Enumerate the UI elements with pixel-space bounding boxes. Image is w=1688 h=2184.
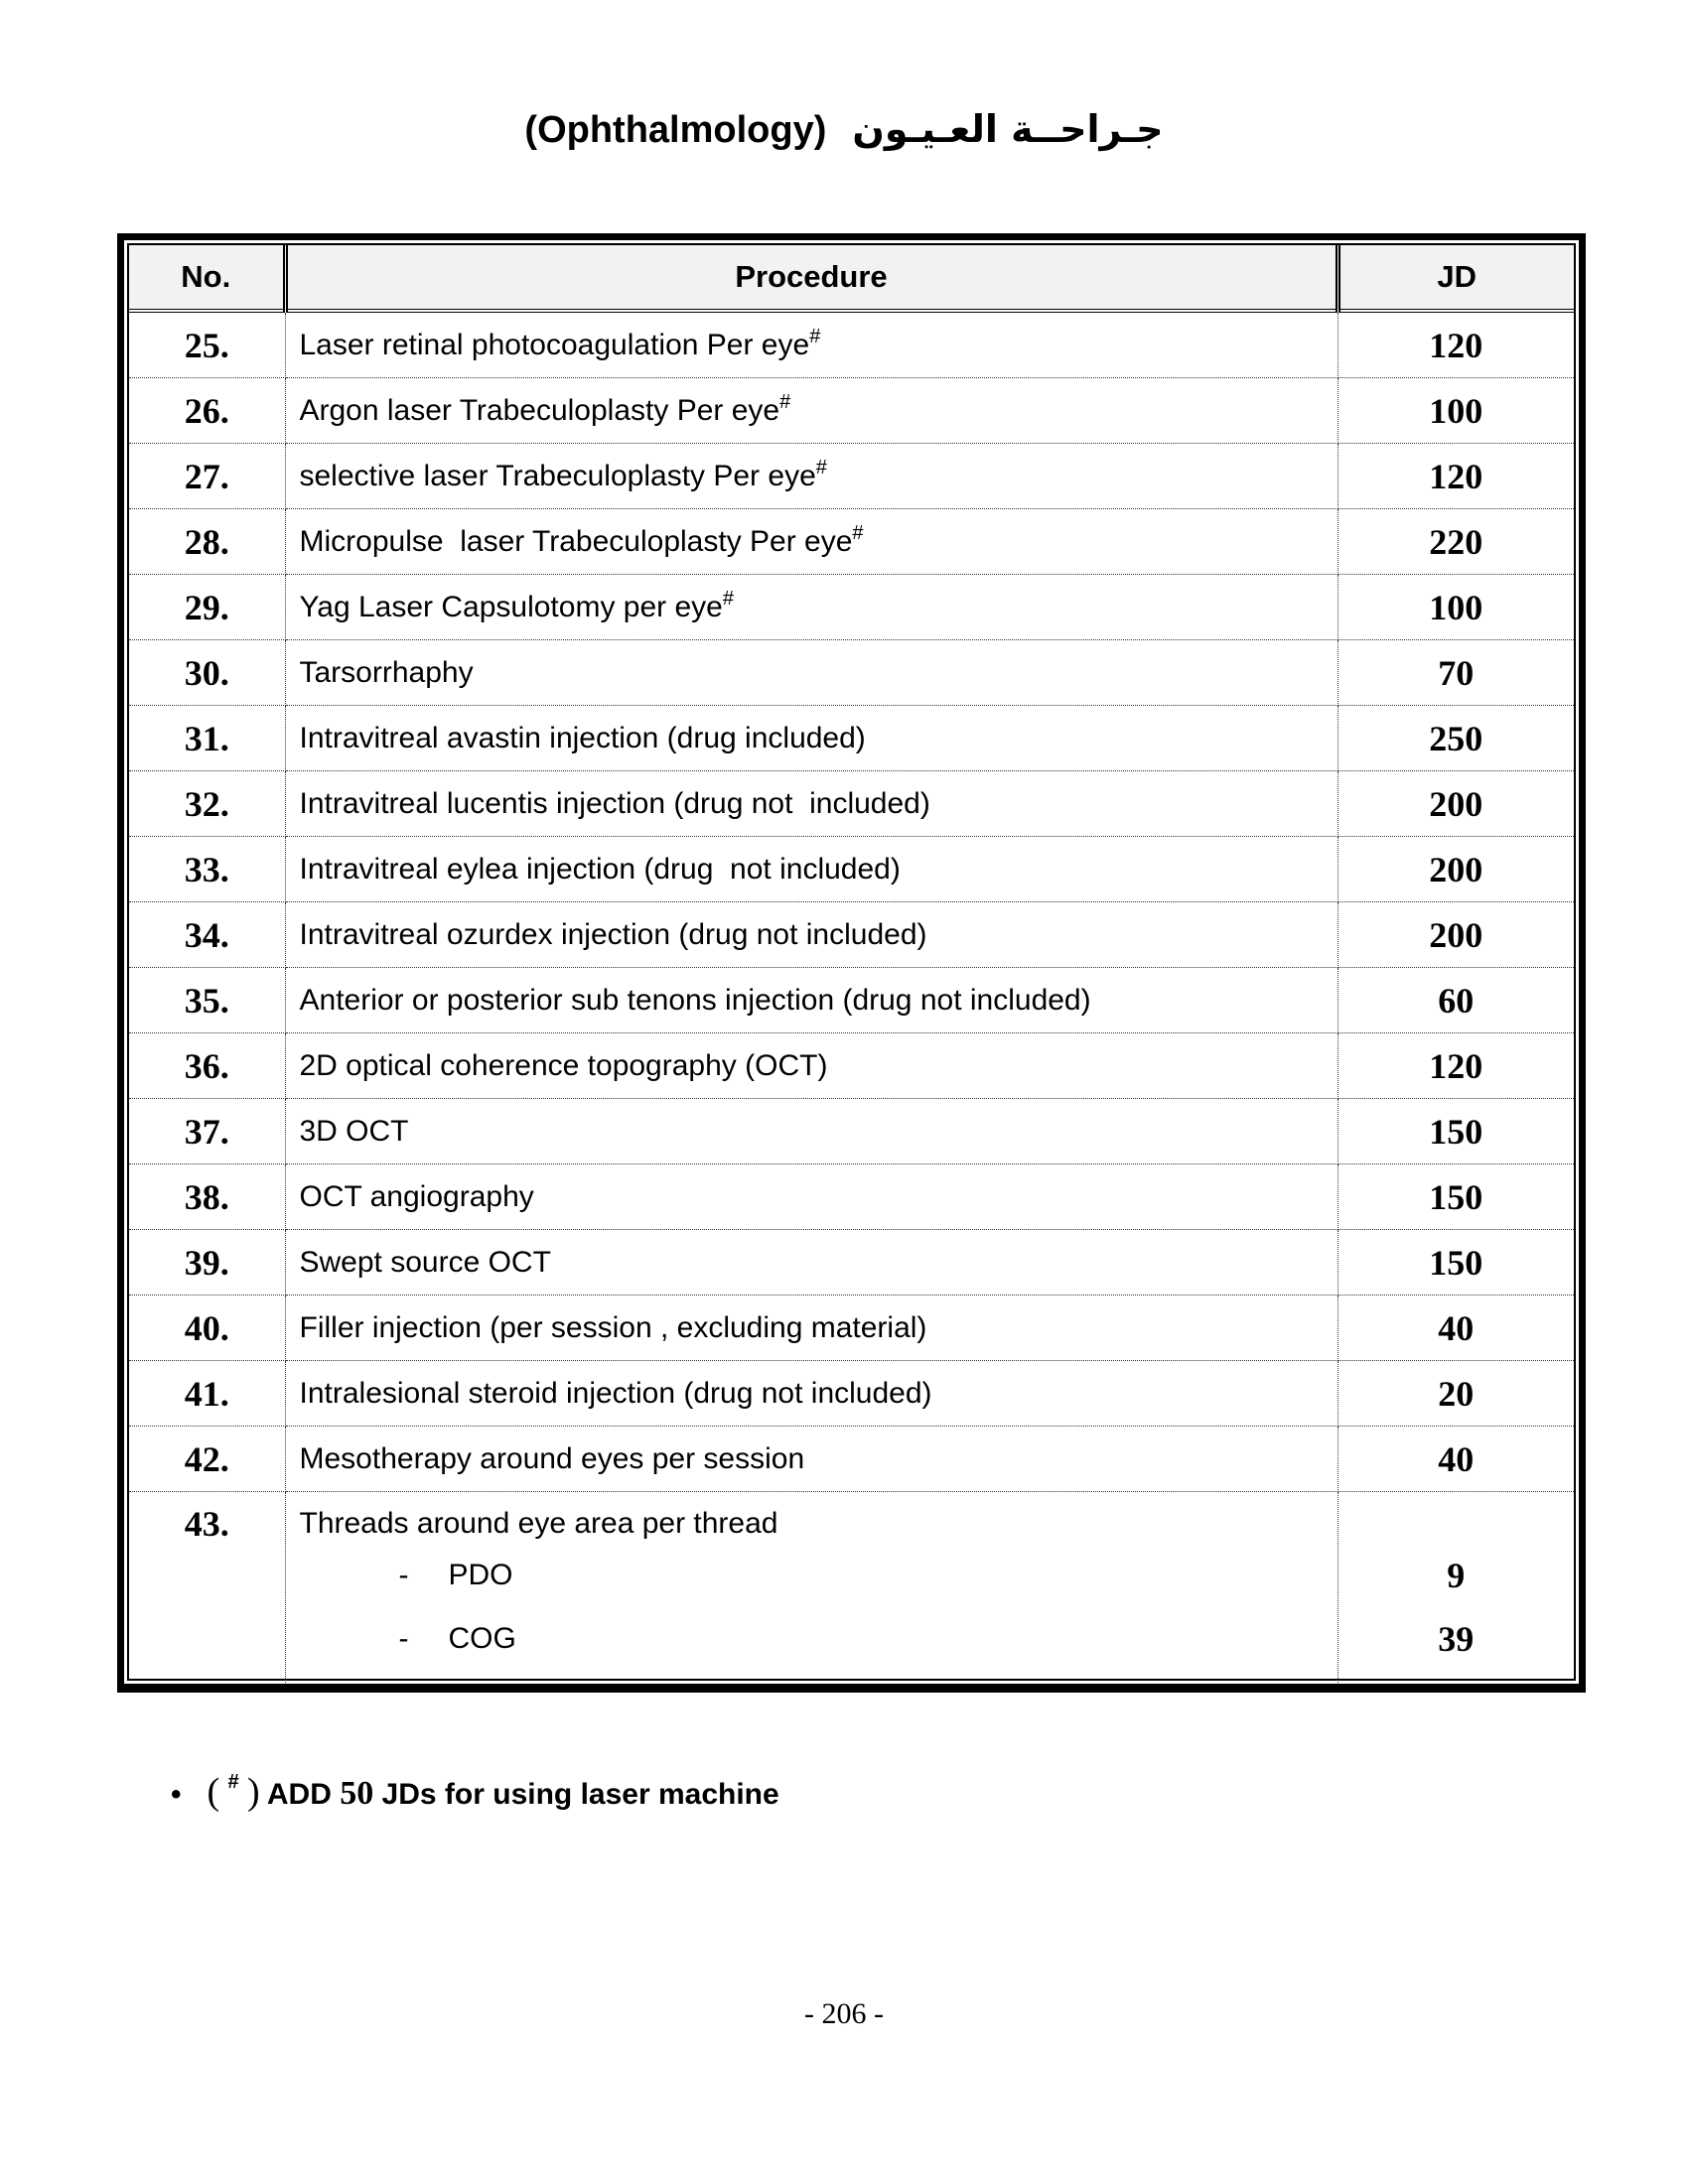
footnote-close-paren: ) <box>246 1771 260 1813</box>
row-number: 40. <box>129 1296 285 1361</box>
row-procedure <box>285 575 1337 640</box>
table-row <box>129 706 1574 771</box>
procedure-text: Micropulse laser Trabeculoplasty Per eye <box>299 524 853 558</box>
row-price: 120 <box>1337 1033 1574 1099</box>
procedure-text: Laser retinal photocoagulation Per eye <box>299 328 810 361</box>
row-number: 29. <box>129 575 285 640</box>
row-procedure <box>285 968 1337 1033</box>
table-row <box>129 640 1574 706</box>
row-price: 200 <box>1337 837 1574 902</box>
row-procedure <box>285 1296 1337 1361</box>
row-price: 40 <box>1337 1427 1574 1492</box>
row-number: 42. <box>129 1427 285 1492</box>
laser-marker: # <box>852 521 864 544</box>
row-price: 150 <box>1337 1099 1574 1164</box>
row-procedure <box>285 1033 1337 1099</box>
table-row-threads <box>129 1492 1574 1684</box>
footnote-open-paren: ( <box>207 1771 220 1813</box>
laser-marker: # <box>779 390 791 413</box>
title-english: (Ophthalmology) <box>524 109 827 151</box>
thread-type-label: COG <box>448 1622 516 1655</box>
row-price: 100 <box>1337 378 1574 444</box>
procedure-text: Argon laser Trabeculoplasty Per eye <box>299 393 780 427</box>
procedure-text: selective laser Trabeculoplasty Per eye <box>299 459 816 492</box>
row-procedure <box>285 444 1337 509</box>
procedure-text: Mesotherapy around eyes per session <box>299 1441 805 1475</box>
laser-marker: # <box>815 456 827 478</box>
table-row <box>129 1164 1574 1230</box>
row-number: 25. <box>129 311 285 378</box>
row-procedure <box>285 837 1337 902</box>
laser-marker: # <box>722 587 734 610</box>
row-procedure <box>285 902 1337 968</box>
procedure-text: Intralesional steroid injection (drug not included) <box>299 1376 932 1410</box>
thread-type-price: 9 <box>1447 1556 1466 1595</box>
row-price: 200 <box>1337 902 1574 968</box>
title-arabic: جـراحــة العـيـون <box>852 107 1164 151</box>
row-number: 27. <box>129 444 285 509</box>
row-number: 41. <box>129 1361 285 1427</box>
row-number: 35. <box>129 968 285 1033</box>
row-price: 40 <box>1337 1296 1574 1361</box>
row-number: 28. <box>129 509 285 575</box>
table-row <box>129 378 1574 444</box>
row-price: 200 <box>1337 771 1574 837</box>
thread-type-label: PDO <box>448 1559 513 1591</box>
table-row <box>129 1361 1574 1427</box>
row-price: 120 <box>1337 311 1574 378</box>
row-procedure <box>285 378 1337 444</box>
table-row <box>129 1427 1574 1492</box>
row-procedure <box>285 1492 1337 1684</box>
table-row <box>129 771 1574 837</box>
row-procedure <box>285 1427 1337 1492</box>
row-number: 37. <box>129 1099 285 1164</box>
row-procedure <box>285 640 1337 706</box>
table-row <box>129 311 1574 378</box>
row-number: 33. <box>129 837 285 902</box>
row-price: 20 <box>1337 1361 1574 1427</box>
table-row <box>129 968 1574 1033</box>
dash-bullet: - <box>398 1622 409 1655</box>
row-number <box>129 1492 285 1684</box>
row-procedure <box>285 771 1337 837</box>
page-number: - 206 - <box>804 1997 884 2030</box>
row-procedure <box>285 1230 1337 1296</box>
row-number: 32. <box>129 771 285 837</box>
table-row <box>129 1296 1574 1361</box>
procedure-text: Anterior or posterior sub tenons injection (drug not included) <box>299 983 1091 1017</box>
row-procedure <box>285 1361 1337 1427</box>
page-title <box>0 107 1688 152</box>
footnote-amount: 50 <box>340 1775 374 1812</box>
table-header-row <box>129 245 1574 311</box>
header-no: No. <box>129 245 285 311</box>
table-row <box>129 1033 1574 1099</box>
procedure-text: Intravitreal eylea injection (drug not included) <box>299 852 901 886</box>
procedure-text: OCT angiography <box>299 1179 534 1213</box>
table-body <box>129 311 1574 1683</box>
table-row <box>129 509 1574 575</box>
footnote-marker: # <box>227 1771 239 1793</box>
header-jd: JD <box>1337 245 1574 311</box>
row-procedure <box>285 509 1337 575</box>
procedure-text: Yag Laser Capsulotomy per eye <box>299 590 723 623</box>
row-price: 100 <box>1337 575 1574 640</box>
row-price: 250 <box>1337 706 1574 771</box>
procedure-text: Intravitreal lucentis injection (drug not included) <box>299 786 930 820</box>
row-price: 150 <box>1337 1230 1574 1296</box>
footnote-text-after: JDs for using laser machine <box>373 1778 779 1811</box>
laser-marker: # <box>809 325 821 347</box>
procedure-text: 3D OCT <box>299 1114 409 1148</box>
row-number: 26. <box>129 378 285 444</box>
row-number: 34. <box>129 902 285 968</box>
procedure-text: Threads around eye area per thread <box>299 1507 778 1540</box>
procedure-text: 2D optical coherence topography (OCT) <box>299 1048 828 1082</box>
row-number: 36. <box>129 1033 285 1099</box>
table-row <box>129 1099 1574 1164</box>
procedure-text: Filler injection (per session , excluding material) <box>299 1310 927 1344</box>
table-row <box>129 575 1574 640</box>
row-price: 60 <box>1337 968 1574 1033</box>
procedure-text: Tarsorrhaphy <box>299 655 474 689</box>
footnote-text-before: ADD <box>266 1778 341 1811</box>
table-row <box>129 837 1574 902</box>
bullet-icon: • <box>171 1778 182 1811</box>
thread-type-price: 39 <box>1438 1619 1475 1659</box>
row-procedure <box>285 1164 1337 1230</box>
table-row <box>129 1230 1574 1296</box>
row-number: 38. <box>129 1164 285 1230</box>
row-price: 220 <box>1337 509 1574 575</box>
header-procedure: Procedure <box>285 245 1337 311</box>
row-number-text: 43. <box>184 1504 229 1544</box>
row-price: 120 <box>1337 444 1574 509</box>
price-empty <box>1338 1504 1575 1544</box>
row-number: 30. <box>129 640 285 706</box>
row-price: 70 <box>1337 640 1574 706</box>
row-number: 39. <box>129 1230 285 1296</box>
table-inner-frame <box>127 243 1576 1681</box>
row-price: 150 <box>1337 1164 1574 1230</box>
row-procedure <box>285 1099 1337 1164</box>
table-row <box>129 444 1574 509</box>
row-procedure <box>285 706 1337 771</box>
row-procedure <box>285 311 1337 378</box>
procedure-text: Intravitreal avastin injection (drug included) <box>299 721 866 754</box>
row-price <box>1337 1492 1574 1684</box>
thread-type-item <box>300 1544 1337 1607</box>
table-row <box>129 902 1574 968</box>
procedure-text: Swept source OCT <box>299 1245 551 1279</box>
price-table <box>129 245 1574 1683</box>
procedure-text: Intravitreal ozurdex injection (drug not included) <box>299 917 927 951</box>
thread-type-item <box>300 1607 1337 1671</box>
dash-bullet: - <box>398 1559 409 1591</box>
row-number: 31. <box>129 706 285 771</box>
laser-footnote <box>171 1770 779 1814</box>
procedure-price-table <box>117 233 1586 1693</box>
